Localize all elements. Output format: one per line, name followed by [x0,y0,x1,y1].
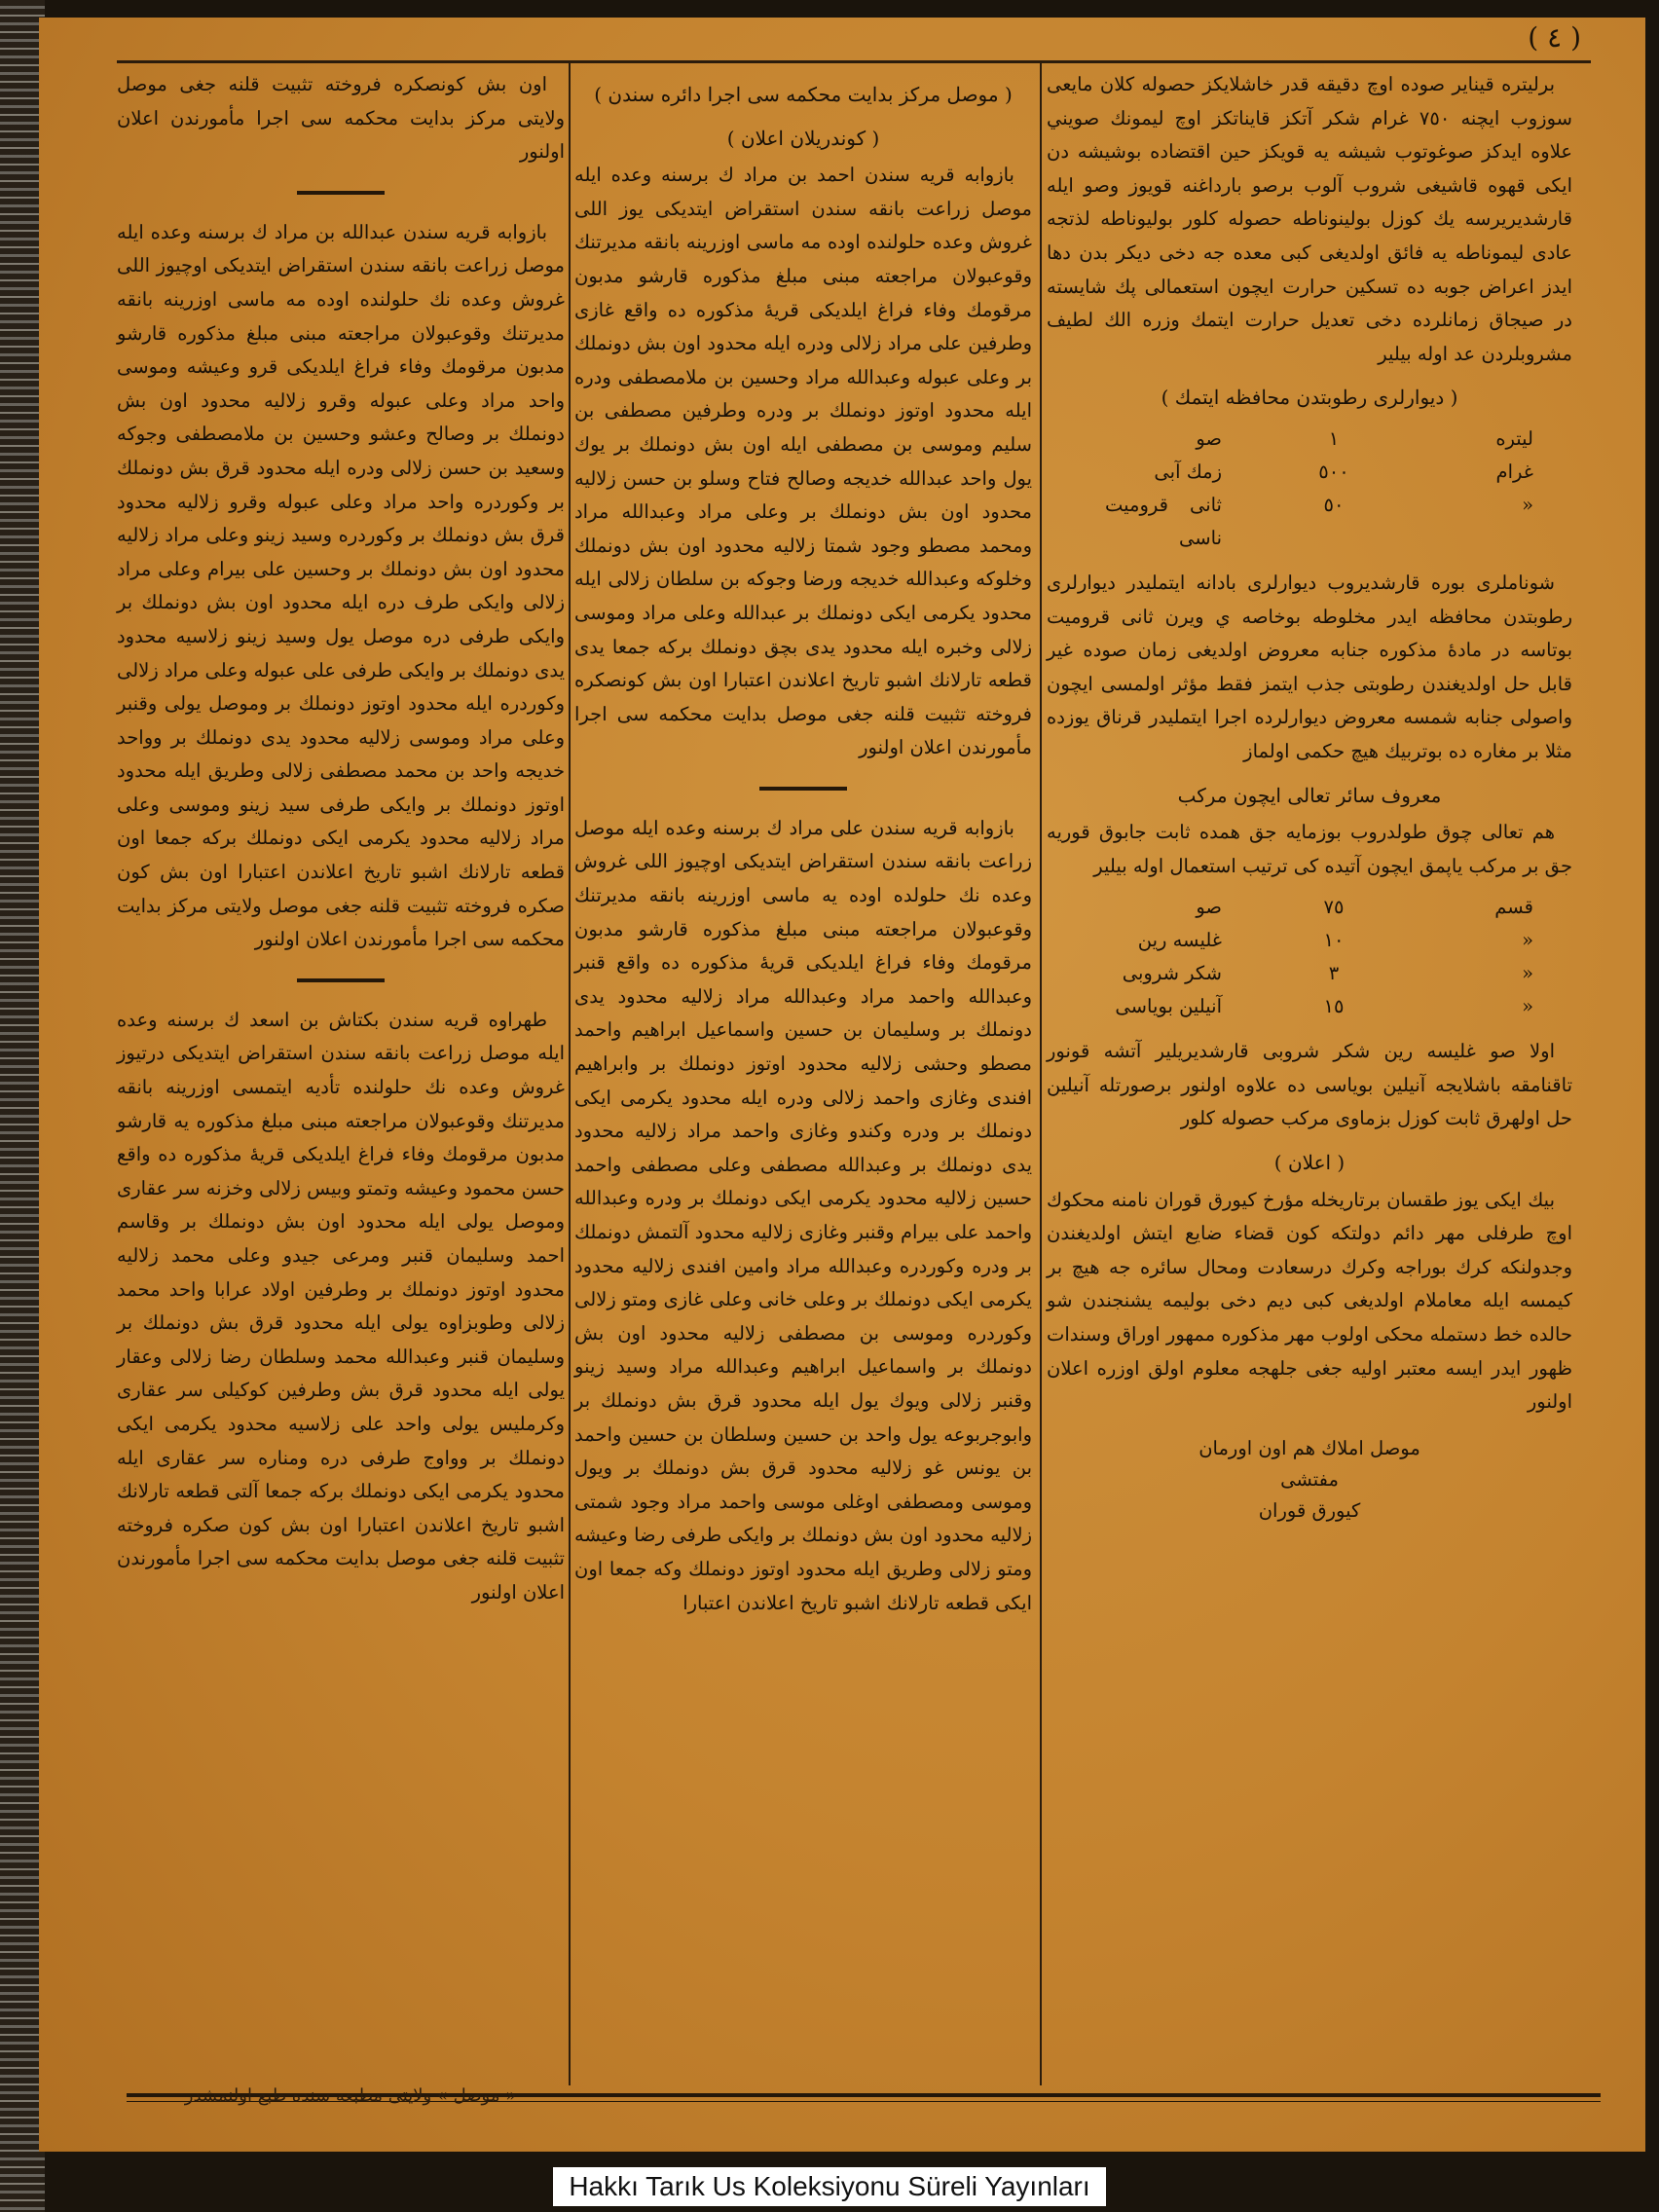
section-divider [759,787,847,791]
auction-notice-4: طهراوه قريه سندن بكتاش بن اسعد ك برسنه وعده ايله موصل زراعت بانقه سندن استقراض ايتديكى درتيوز غروش وعده نك حلولنده تأديه ايتمسى اوزرينه بانقه مديرتنك وقوعبولان مراجعته مبنى مبلغ مذكوره يه قارشو مدبون مرقومك وفاء فراغ ايلديكى قريهٔ مذكوره ده واقع حسن محمود وعيشه وتمتو وبيس زلالى وخزنه سر عقارى وموصل يولى ايله محدود اون بش دونملك بر وقاسم احمد وسليمان قنبر ومرعى جيدو وعلى محمد زلاليه محدود اوتوز دونملك بر وطرفين اولاد عرابا واحد محمد زلالى وطوبزاوه يولى ايله محدود قرق بش دونملك بر وسليمان قنبر وعبدالله محمد وسلطان رضا زلالى وعقار يولى ايله محدود قرق بش وطرفين كوكيلى سر عقارى وكرمليس يولى واحد على زلاسيه محدود يكرمى ايكى دونملك بر وواوج طرفى دره ومناره سر عقارى ايله محدود يكرمى ايكى دونملك بركه جمعا آلتى قطعه تارلانك اشبو تاريخ اعلاندن اعتبارا اون بش كون صكره فروخته تثبيت قلنه جغى موصل بدايت محكمه سى اجرا مأمورندن اعلان اولنور [117,1008,565,1604]
table-row: « ٣ شكر شروبى [1122,962,1533,985]
table-row: « ٥٠ ثانى قروميت ناسى [1105,493,1533,549]
table-row: غرام ٥٠٠ زمك آبى [1154,460,1533,483]
ink-method-text: اولا صو غليسه رين شكر شروبى قارشديريلير آتشه قونور تاقنامقه باشلايجه آنيلين بوياسى ده علاوه اولنور برصورتله آنيلين حل اولهرق ثابت كوزل بزماوى مركب حصوله كلور [1047,1040,1572,1130]
ink-heading: معروف سائر تعالى ايچون مركب [1177,783,1442,807]
seal-notice-text: بيك ايكى يوز طقسان برتاريخله مؤرخ كيورق قوران نامنه محكوك اوچ طرفلى مهر دائم دولتكه كون قضاء ضايع ايتش اولديغندن وجدولنكه كرك بوراجه وكرك درسعادت ومحال سائره جه هيچ بر كيمسه ايله معاملام اولديغى كبى ديم دخى بوليمه يشنجندن شو حالده خط دستمله محكى اولوب مهر مذكوره ممهور اوراق وسندات ظهور ايدر ايسه معتبر اوليه جغى جلهجه معلوم اولق اوزره اعلان اولنور [1047,1188,1572,1414]
notice-heading: ( اعلان ) [1273,1151,1346,1175]
signature-line: موصل املاك هم اون اورمان [1198,1436,1420,1459]
signature-line: مفتشى [1280,1467,1339,1491]
column-divider-right [1040,60,1042,2085]
lemonade-recipe-text: برليتره قيناير صوده اوچ دقيقه قدر خاشلايكز حصوله كلان مايعى سوزوب ايچنه ٧٥٠ غرام شكر آتكز قايناتكز اوچ ليمونك صويني علاوه ايدكز صوغوتوب شيشه يه قويكز حين اقتضاده بوشيشه دن ايكى قهوه قاشيغى شروب آلوب برصو بارداغنه قويوز وصو ايله قارشديريرسه يك كوزل بولينوناطه حصوله كلور بوليوناطه لذتجه عادى ليموناطه يه فائق اولديغى كبى معده جه دخى ديكر بدن دها ايدز اعراض جوبه ده تسكين حرارت ايچون استعمالى پك شايسته در صيجاق زمانلرده دخى تعديل حرارت ايتمك وزره الك لطيف مشروبلردن عد اوله بيلير [1047,73,1572,365]
auction-notice-continuation: اون بش كونصكره فروخته تثبيت قلنه جغى موصل ولايتى مركز بدايت محكمه سى اجرا مأمورندن اعلان اولنور [117,73,565,164]
column-divider-left [569,60,571,2085]
wall-recipe-text: شوناملرى بوره قارشديروب ديوارلرى بادانه ايتمليدر ديوارلرى رطوبتدن محافظه ايدر مخلوطه بوخاصه ي ويرن ثانى قروميت بوتاسه در مادهٔ مذكوره جنابه معروض اولديغى زمان صوده غير قابل حل اولديغندن رطوبتى جذب ايتمز فقط مؤثر اولمسى ايچون واصولى جنابه شمسه معروض ديوارلرده اجرا ايتمليدر قرناق يوزده مثلا بر مغاره ده بوتربيك هيچ حكمى اولماز [1047,571,1572,762]
ink-intro-text: هم تعالى چوق طولدروب بوزمايه جق همده ثابت جابوق قوريه جق بر مركب ياپمق ايچون آتيده كى ترتيب استعمال اوله بيلير [1047,821,1572,877]
notice-subheading: ( كوندريلان اعلان ) [726,126,880,150]
auction-notice-2: بازوابه قريه سندن على مراد ك برسنه وعده ايله موصل زراعت بانقه سندن استقراض ايتديكى اوچيوز اللى غروش وعده نك حلولده اوده يه ماسى اوزرينه بانقه مديرتنك وقوعبولان مراجعته مبنى مبلغ مذكوره قارشو مدبون مرقومك وفاء فراغ ايلديكى قريهٔ مذكوره ده واقع قنبر وعبدالله واحمد مراد وعبدالله مراد زلاليه محدود يدى دونملك بر وسليمان بن حسين واسماعيل ابراهيم واحمد مصطو وحشى زلاليه محدود اوتوز دونملك بر وابراهيم افندى وغازى واحمد زلالى ودره ايله محدود يكرمى ايكى دونملك بر ودره وكندو وغازى واحمد مراد زلاليه محدود يدى دونملك بر وعبدالله مصطفى وعلى مصطفى واحمد حسين زلاليه محدود يكرمى ايكى دونملك بر ودره وعبدالله واحمد على بيرام وقنبر وغازى زلاليه محدود آلتمش دونملك بر ودره وكوردره وعبدالله مراد وامين افندى زلاليه محدود يكرمى ايكى دونملك بر وعلى خانى وعلى غازى ومتو زلالى وكوردره وموسى بن مصطفى زلاليه محدود اون بش دونملك بر واسماعيل ابراهيم وعبدالله مراد وسيد زينو وقنبر زلالى ويوك يول ايله محدود قرق بش دونملك بر وابوجربوعه يول واحد بن حسين وسلطان بن حسين واحمد بن يونس غو زلاليه محدود قرق بش دونملك بر ويول وموسى ومصطفى اوغلى موسى واحمد مراد وجود شمتى زلاليه محدود اون بش دونملك بر وايكى طرفى رضا وعيشه ومتو زلالى وطريق ايله محدود اوتوز دونملك وكه جمعا اون ايكى قطعه تارلانك اشبو تاريخ اعلاندن اعتبارا [574,816,1032,1614]
header-rule [117,60,1591,63]
table-row: قسم ٧٥ صو [1196,896,1533,919]
middle-column [574,68,1032,2054]
wall-recipe-table [1105,423,1533,555]
ink-recipe-table [1105,891,1533,1023]
left-column [117,68,565,2054]
section-divider [297,978,385,982]
right-column [1047,68,1572,2054]
table-row: « ١٥ آنيلين بوياسى [1115,995,1533,1018]
court-office-heading: ( موصل مركز بدايت محكمه سى اجرا دائره سندن ) [594,83,1013,106]
wall-dampness-heading: ( ديوارلرى رطوبتدن محافظه ايتمك ) [1161,386,1458,410]
section-divider [297,191,385,195]
signature-line: كيورق قوران [1258,1498,1361,1522]
table-row: ليتره ١ صو [1196,426,1533,450]
auction-notice-3: بازوابه قريه سندن عبدالله بن مراد ك برسنه وعده ايله موصل زراعت بانقه سندن استقراض ايتديكى اوچيوز اللى غروش وعده نك حلولنده اوده مه ماسى اوزرينه بانقه مديرتنك وقوعبولان مراجعته مبنى مبلغ مذكوره قارشو مدبون مرقومك وفاء فراغ ايلديكى قرو وعيشه وموسى واحد مراد وعلى عبوله وقرو زلاليه محدود اون بش دونملك بر وصالح وعشو وحسين بن ملامصطفى وجوكه وسعيد بن حسن زلالى ودره ايله محدود قرق بش دونملك بر وكوردره واحد مراد وعلى عبوله وقرو زلاليه محدود قرق بش دونملك بر وكوردره وسيد زينو وعلى مراد زلاليه محدود اون بش دونملك بر وحسين على بيرام وعلى مراد زلالى وايكى طرف دره ايله محدود اون بش دونملك بر وايكى طرفى دره موصل يول وسيد زينو زلاسيه محدود يدى دونملك بر وايكى طرفى على عبوله وعلى مراد زلالى وكوردره ايله محدود اوتوز دونملك بر وموصل يولى وقنبر وعلى مراد وموسى زلاليه محدود يدى دونملك بر وواحد خديجه واحد بن محمد مصطفى زلالى وطريق ايله محدود اوتوز دونملك بر وايكى طرفى سيد زينو وموسى وعلى مراد زلاليه محدود يكرمى ايكى دونملك بركه جمعا اون قطعه تارلانك اشبو تاريخ اعلاندن اعتبارا اون بش كون صكره فروخته تثبيت قلنه جغى موصل ولايتى مركز بدايت محكمه سى اجرا مأمورندن اعلان اولنور [117,220,565,951]
collection-watermark: Hakkı Tarık Us Koleksiyonu Süreli Yayınları [553,2167,1106,2206]
printer-imprint: « موصل » ولايتى مطبعه سنده طبع اولنمشدر [184,2085,517,2106]
table-row: « ١٠ غليسه رين [1137,929,1533,952]
page-number: ( ٤ ) [1528,21,1581,54]
signature-block [1047,1433,1572,1527]
auction-notice-1: بازوابه قريه سندن احمد بن مراد ك برسنه وعده ايله موصل زراعت بانقه سندن استقراض ايتديكى يوز اللى غروش وعده حلولنده اوده مه ماسى اوزرينه بانقه مديرتنك وقوعبولان مراجعته مبنى مبلغ مذكوره قارشو مدبون مرقومك وفاء فراغ ايلديكى قريهٔ مذكوره ده واقع غازى وطرفين على مراد زلالى ودره ايله محدود اون بش دونملك بر وعلى عبوله وعبدالله مراد وحسين بن ملامصطفى ودره ايله محدود اوتوز دونملك بر ودره وطرفين مصطفى بن سليم وموسى بن مصطفى ايله اون بش دونملك بر يوك يول واحد عبدالله خديجه وصالح فتاح وسلو بن حسن زلاليه محدود اون بش دونملك بر وعلى مراد وعبدالله مراد ومحمد مصطو وجود شمتا زلاليه محدود اون بش دونملك وخلوكه وعبدالله خديجه ورضا وجوكه بن سلطان زلالى ايله محدود يكرمى ايكى دونملك بر عبدالله وعلى مراد وموسى زلالى وخبره ايله محدود يدى بچق دونملك بركه جمعا يدى قطعه تارلانك اشبو تاريخ اعلاندن اعتبارا اون بش كونصكره فروخته تثبيت قلنه جغى موصل بدايت محكمه سى اجرا مأمورندن اعلان اولنور [574,164,1032,759]
